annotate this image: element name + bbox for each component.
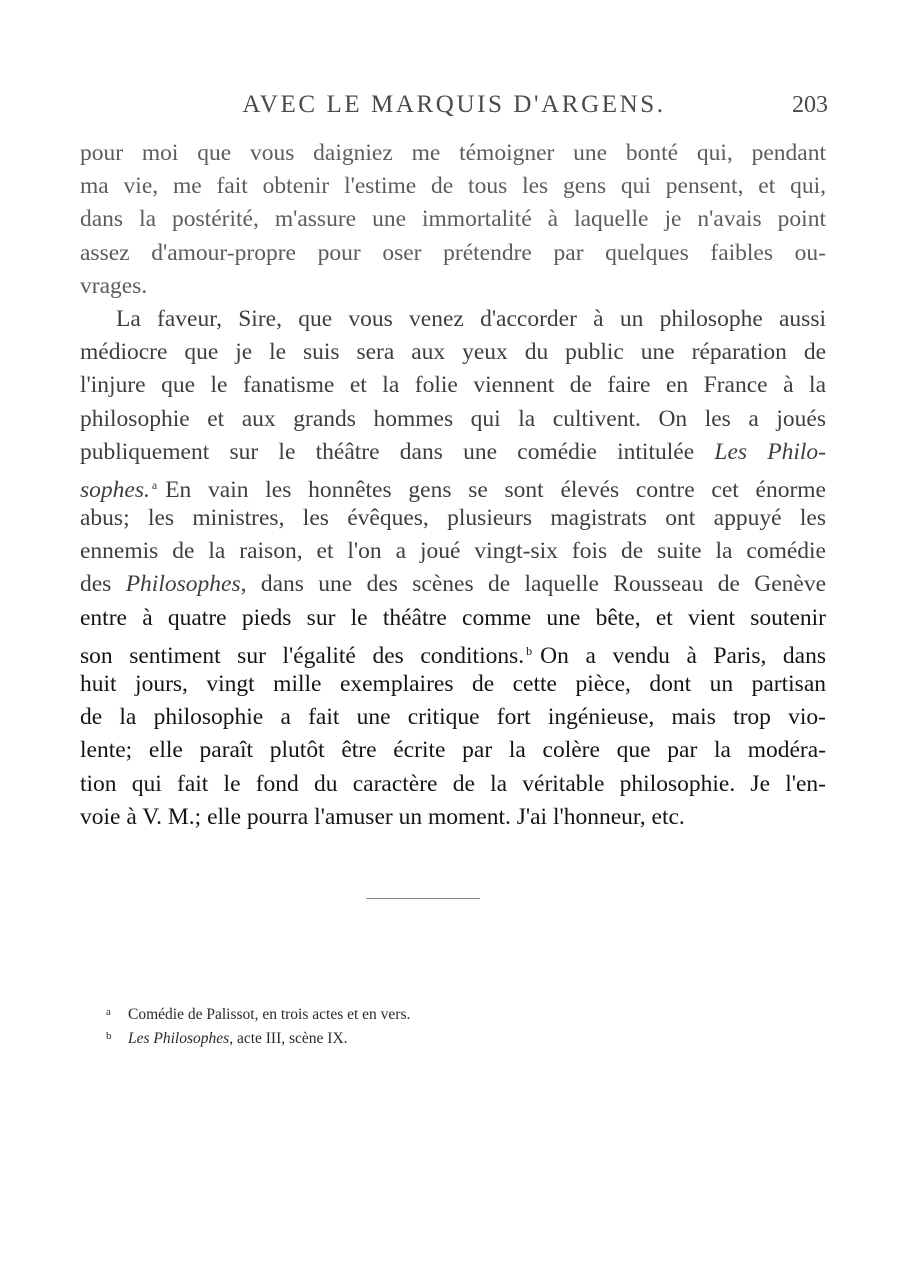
text-line: médiocre que je le suis sera aux yeux du public une réparation de (80, 339, 826, 366)
running-title: AVEC LE MARQUIS D'ARGENS. (242, 91, 666, 118)
text-line: voie à V. M.; elle pourra l'amuser un moment. J'ai l'honneur, etc. (80, 803, 685, 830)
italic-title: Les Philosophes (128, 1030, 230, 1047)
footnote-a (106, 1000, 706, 1024)
footnote-ref-a[interactable]: a (151, 477, 158, 492)
text-line: vrages. (80, 272, 148, 299)
text-line: dans la postérité, m'assure une immortalité à laquelle je n'avais point (80, 206, 826, 233)
text-line: abus; les ministres, les évêques, plusieurs magistrats ont appuyé les (80, 505, 826, 532)
text-line: ma vie, me fait obtenir l'estime de tous les gens qui pensent, et qui, (80, 173, 826, 200)
text-line (80, 568, 826, 601)
text-line: ennemis de la raison, et l'on a joué vingt-six fois de suite la comédie (80, 538, 826, 565)
footnote-ref-b[interactable]: b (526, 643, 533, 658)
text-line (80, 635, 826, 668)
text-line: pour moi que vous daigniez me témoigner une bonté qui, pendant (80, 140, 826, 166)
italic-title: sophes. (80, 476, 150, 503)
text-line: assez d'amour-propre pour oser prétendre par quelques faibles ou- (80, 239, 826, 266)
italic-title: Les Philo- (714, 438, 826, 465)
text-line: de la philosophie a fait une critique fort ingénieuse, mais trop vio- (80, 704, 826, 731)
text-line: La faveur, Sire, que vous venez d'accorder à un philosophe aussi (116, 305, 826, 332)
text-segment: des (80, 571, 126, 598)
page-number: 203 (792, 92, 828, 118)
text-line: huit jours, vingt mille exemplaires de cette pièce, dont un partisan (80, 671, 826, 697)
footnote-mark: a (106, 1006, 111, 1018)
text-line: l'injure que le fanatisme et la folie viennent de faire en France à la (80, 372, 826, 399)
text-line (80, 436, 826, 469)
text-segment: En vain les honnêtes gens se sont élevés contre cet énorme (165, 476, 826, 503)
text-line: entre à quatre pieds sur le théâtre comme une bête, et vient soutenir (80, 604, 826, 631)
running-head (80, 88, 828, 122)
footnote-text: , acte III, scène IX. (229, 1030, 348, 1047)
text-segment: son sentiment sur l'égalité des conditions. (80, 642, 525, 669)
italic-title: Philosophes (125, 571, 241, 598)
text-segment: publiquement sur le théâtre dans une comédie intitulée (80, 438, 715, 465)
section-divider (366, 898, 480, 899)
text-line: philosophie et aux grands hommes qui la cultivent. On les a joués (80, 405, 826, 432)
text-line (80, 469, 826, 502)
text-segment: , dans une des scènes de laquelle Rousseau de Genève (240, 571, 827, 598)
footnotes (106, 1000, 706, 1048)
text-line: lente; elle paraît plutôt être écrite par la colère que par la modéra- (80, 737, 826, 764)
footnote-b (106, 1024, 706, 1048)
footnote-mark: b (106, 1030, 112, 1042)
body-text (80, 137, 826, 834)
text-segment: On a vendu à Paris, dans (540, 642, 826, 669)
footnote-text: Comédie de Palissot, en trois actes et en vers. (128, 1006, 411, 1023)
text-line: tion qui fait le fond du caractère de la véritable philosophie. Je l'en- (80, 770, 826, 797)
